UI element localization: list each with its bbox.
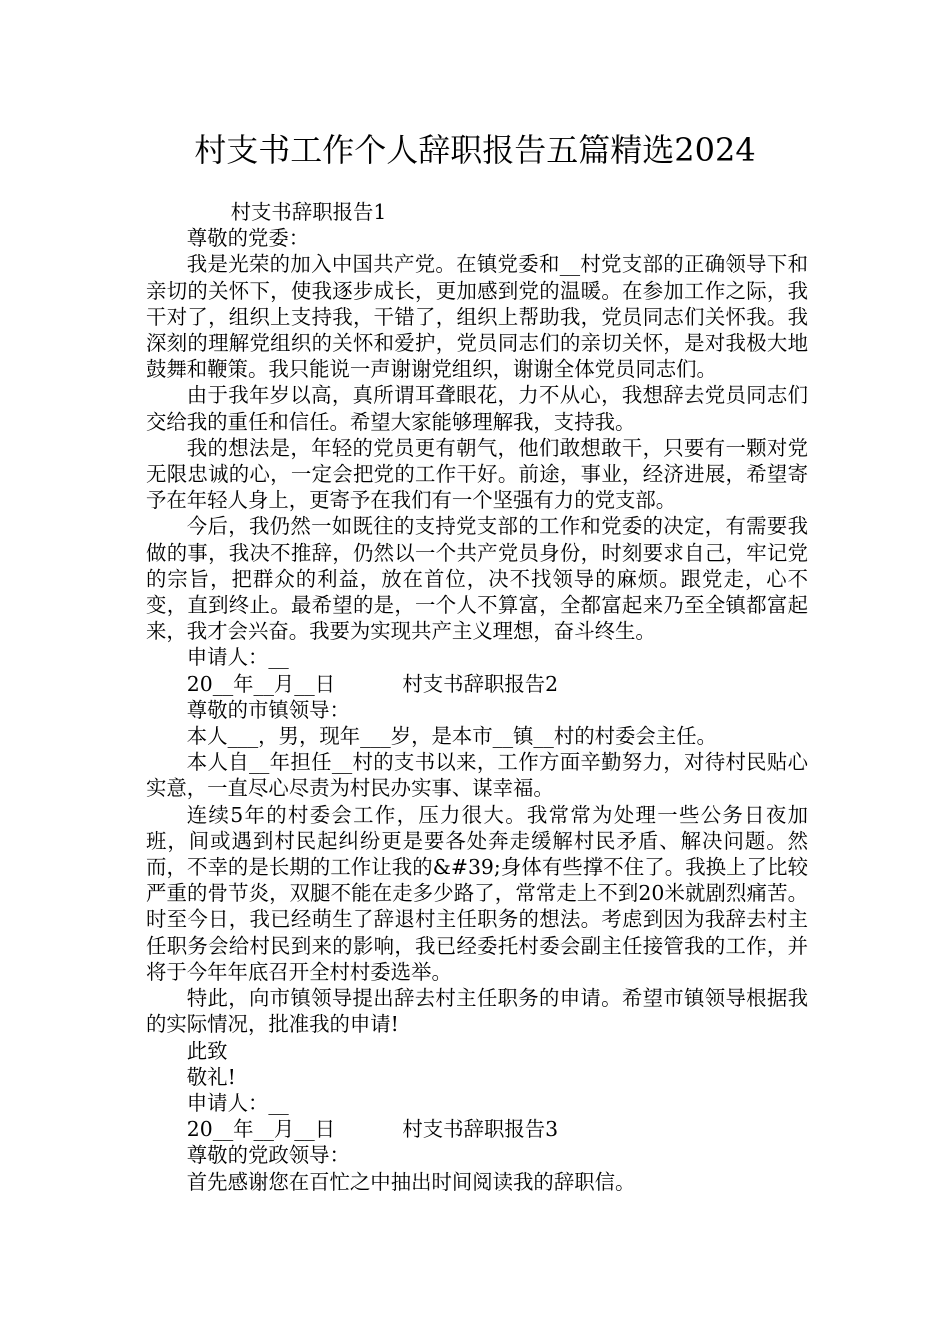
- salutation-2: 尊敬的市镇领导：: [186, 697, 350, 722]
- document-body: [146, 199, 808, 1195]
- date-and-heading-2: [146, 671, 808, 697]
- date-and-heading-3: [146, 1116, 808, 1142]
- applicant-line-2: 申请人：__: [186, 1090, 289, 1115]
- date-line-2: 20__年__月__日: [186, 1117, 336, 1142]
- closing-line: 此致: [186, 1038, 228, 1063]
- closing-salute: 敬礼!: [186, 1064, 236, 1089]
- section-heading-3: 村支书辞职报告3: [402, 1117, 559, 1142]
- applicant-line-1: 申请人：__: [186, 645, 289, 670]
- paragraph: 连续5年的村委会工作，压力很大。我常常为处理一些公务日夜加班，间或遇到村民起纠纷更是要各处奔走缓解村民矛盾、解决问题。然而，不幸的是长期的工作让我的&#39;身体有些撑不住了。我换上了比较严重的骨节炎，双腿不能在走多少路了，常常走上不到20米就剧烈痛苦。时至今日，我已经萌生了辞退村主任职务的想法。考虑到因为我辞去村主任职务会给村民到来的影响，我已经委托村委会副主任接管我的工作，并将于今年年底召开全村村委选举。: [146, 802, 808, 984]
- paragraph: 我的想法是，年轻的党员更有朝气，他们敢想敢干，只要有一颗对党无限忠诚的心，一定会把党的工作干好。前途，事业，经济进展，希望寄予在年轻人身上，更寄予在我们有一个坚强有力的党支部。: [146, 435, 808, 513]
- paragraph: 今后，我仍然一如既往的支持党支部的工作和党委的决定，有需要我做的事，我决不推辞，仍然以一个共产党员身份，时刻要求自己，牢记党的宗旨，把群众的利益，放在首位，决不找领导的麻烦。跟党走，心不变，直到终止。最希望的是，一个人不算富，全都富起来乃至全镇都富起来，我才会兴奋。我要为实现共产主义理想，奋斗终生。: [146, 514, 808, 644]
- paragraph: 本人___，男，现年___岁，是本市__镇__村的村委会主任。: [186, 724, 717, 749]
- date-line-1: 20__年__月__日: [186, 671, 336, 696]
- paragraph: 由于我年岁以高，真所谓耳聋眼花，力不从心，我想辞去党员同志们交给我的重任和信任。希望大家能够理解我，支持我。: [146, 383, 808, 434]
- section-heading-2: 村支书辞职报告2: [402, 671, 559, 696]
- paragraph: 本人自__年担任__村的支书以来，工作方面辛勤努力，对待村民贴心实意，一直尽心尽责为村民办实事、谋幸福。: [146, 750, 808, 801]
- salutation-3: 尊敬的党政领导：: [186, 1143, 350, 1168]
- paragraph: 特此，向市镇领导提出辞去村主任职务的申请。希望市镇领导根据我的实际情况，批准我的申请!: [146, 986, 808, 1037]
- paragraph: 我是光荣的加入中国共产党。在镇党委和__村党支部的正确领导下和亲切的关怀下，使我逐步成长，更加感到党的温暖。在参加工作之际，我干对了，组织上支持我，干错了，组织上帮助我，党员同志们关怀我。我深刻的理解党组织的关怀和爱护，党员同志们的亲切关怀，是对我极大地鼓舞和鞭策。我只能说一声谢谢党组织，谢谢全体党员同志们。: [146, 252, 808, 382]
- document-title: 村支书工作个人辞职报告五篇精选2024: [194, 131, 756, 169]
- salutation-1: 尊敬的党委：: [186, 226, 310, 251]
- section-heading-1: 村支书辞职报告1: [230, 200, 387, 224]
- paragraph: 首先感谢您在百忙之中抽出时间阅读我的辞职信。: [186, 1169, 636, 1194]
